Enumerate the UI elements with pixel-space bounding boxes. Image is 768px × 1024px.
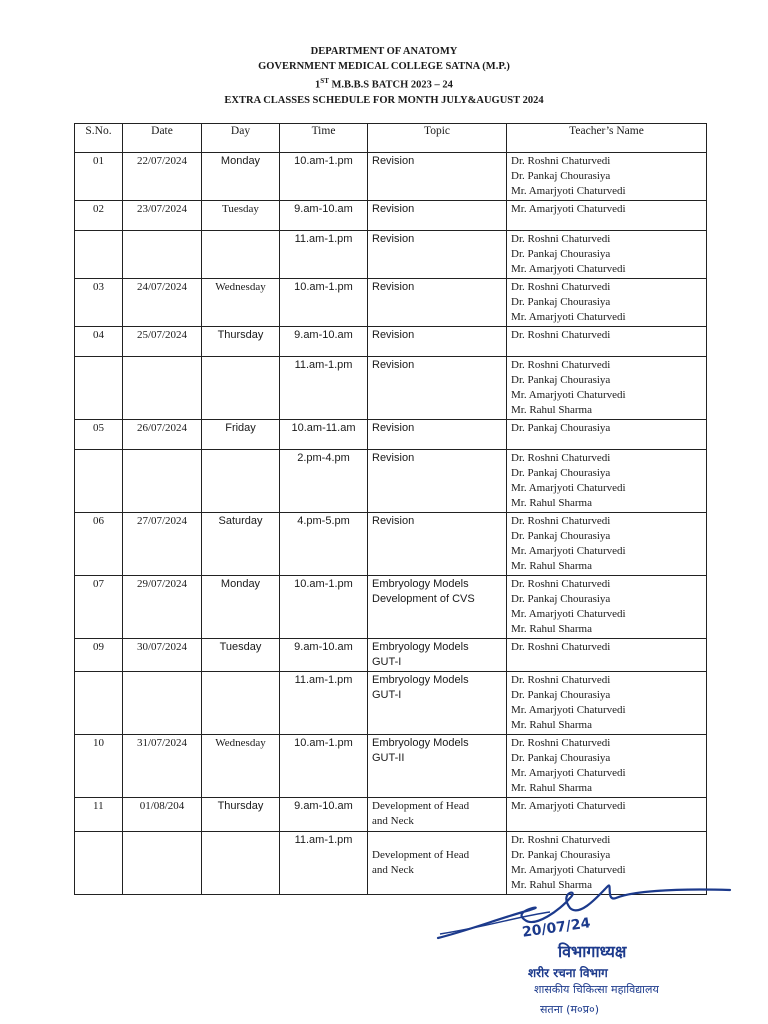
teacher-name: Mr. Amarjyoti Chaturvedi: [511, 185, 626, 197]
table-row: [75, 327, 707, 357]
cell-date: 31/07/2024: [123, 735, 202, 798]
department-title: DEPARTMENT OF ANATOMY: [310, 46, 458, 57]
cell-teacher: [507, 798, 707, 832]
cell-sno: 10: [75, 735, 123, 798]
cell-teacher: [507, 231, 707, 279]
teacher-name: Mr. Amarjyoti Chaturvedi: [511, 545, 626, 557]
teacher-name: Dr. Pankaj Chourasiya: [511, 422, 611, 434]
cell-time: 2.pm-4.pm: [280, 450, 368, 513]
cell-time: 4.pm-5.pm: [280, 513, 368, 576]
cell-time: 10.am-11.am: [280, 420, 368, 450]
table-row: [75, 450, 707, 513]
cell-time: 10.am-1.pm: [280, 576, 368, 639]
cell-teacher: [507, 450, 707, 513]
stamp-city: सतना (म०प्र०): [540, 1003, 600, 1016]
teacher-name: Dr. Pankaj Chourasiya: [511, 296, 611, 308]
cell-topic: [368, 798, 507, 832]
cell-time: 11.am-1.pm: [280, 832, 368, 895]
cell-time: 9.am-10.am: [280, 639, 368, 672]
topic-line: Revision: [372, 203, 415, 215]
document-header: [0, 44, 768, 108]
teacher-name: Mr. Rahul Sharma: [511, 404, 592, 416]
teacher-name: Dr. Pankaj Chourasiya: [511, 248, 611, 260]
cell-teacher: [507, 153, 707, 201]
stamp-department: शरीर रचना विभाग: [528, 966, 608, 980]
cell-topic: [368, 672, 507, 735]
stamp-college: शासकीय चिकित्सा महाविद्यालय: [534, 983, 659, 996]
cell-time: 9.am-10.am: [280, 327, 368, 357]
topic-line: Revision: [372, 452, 415, 464]
column-header-sno: S.No.: [75, 124, 123, 153]
cell-day: Saturday: [202, 513, 280, 576]
cell-teacher: [507, 201, 707, 231]
teacher-name: Mr. Rahul Sharma: [511, 497, 592, 509]
table-row: [75, 513, 707, 576]
cell-day: Monday: [202, 576, 280, 639]
cell-date: 29/07/2024: [123, 576, 202, 639]
teacher-name: Mr. Rahul Sharma: [511, 719, 592, 731]
teacher-name: Mr. Amarjyoti Chaturvedi: [511, 389, 626, 401]
column-header-topic: Topic: [368, 124, 507, 153]
column-header-time: Time: [280, 124, 368, 153]
topic-line: Embryology Models: [372, 674, 469, 686]
cell-date: [123, 832, 202, 895]
teacher-name: Dr. Roshni Chaturvedi: [511, 233, 611, 245]
cell-sno: [75, 450, 123, 513]
cell-topic: [368, 327, 507, 357]
cell-teacher: [507, 327, 707, 357]
cell-teacher: [507, 639, 707, 672]
teacher-name: Dr. Roshni Chaturvedi: [511, 578, 611, 590]
teacher-name: Mr. Amarjyoti Chaturvedi: [511, 704, 626, 716]
cell-day: [202, 231, 280, 279]
cell-time: 10.am-1.pm: [280, 279, 368, 327]
column-header-day: Day: [202, 124, 280, 153]
topic-line: Development of Head: [372, 800, 470, 812]
topic-line: Revision: [372, 329, 415, 341]
schedule-title: EXTRA CLASSES SCHEDULE FOR MONTH JULY&AUGUST 2024: [224, 94, 544, 106]
teacher-name: Dr. Roshni Chaturvedi: [511, 155, 611, 167]
cell-sno: 01: [75, 153, 123, 201]
teacher-name: Dr. Roshni Chaturvedi: [511, 737, 611, 749]
teacher-name: Dr. Roshni Chaturvedi: [511, 452, 611, 464]
teacher-name: Dr. Roshni Chaturvedi: [511, 834, 611, 846]
topic-line: GUT-I: [372, 656, 402, 668]
teacher-name: Mr. Amarjyoti Chaturvedi: [511, 263, 626, 275]
topic-line: Revision: [372, 422, 415, 434]
cell-teacher: [507, 513, 707, 576]
cell-time: 11.am-1.pm: [280, 231, 368, 279]
teacher-name: Dr. Roshni Chaturvedi: [511, 329, 611, 341]
topic-line: GUT-II: [372, 752, 405, 764]
teacher-name: Dr. Pankaj Chourasiya: [511, 374, 611, 386]
table-row: [75, 639, 707, 672]
teacher-name: Mr. Rahul Sharma: [511, 782, 592, 794]
cell-sno: [75, 832, 123, 895]
cell-sno: 06: [75, 513, 123, 576]
cell-date: 24/07/2024: [123, 279, 202, 327]
cell-date: 23/07/2024: [123, 201, 202, 231]
cell-date: [123, 357, 202, 420]
cell-date: 30/07/2024: [123, 639, 202, 672]
table-row: [75, 798, 707, 832]
table-row: [75, 201, 707, 231]
cell-topic: [368, 279, 507, 327]
column-header-teacher: Teacher’s Name: [507, 124, 707, 153]
cell-sno: 03: [75, 279, 123, 327]
teacher-name: Mr. Amarjyoti Chaturvedi: [511, 767, 626, 779]
topic-line: and Neck: [372, 864, 414, 876]
cell-day: Monday: [202, 153, 280, 201]
cell-time: 10.am-1.pm: [280, 153, 368, 201]
cell-sno: [75, 231, 123, 279]
cell-sno: [75, 672, 123, 735]
signature-date: 20/07/24: [521, 915, 592, 941]
cell-topic: [368, 420, 507, 450]
teacher-name: Dr. Pankaj Chourasiya: [511, 849, 611, 861]
cell-sno: 05: [75, 420, 123, 450]
topic-line: Revision: [372, 155, 415, 167]
cell-teacher: [507, 576, 707, 639]
signature-block: [430, 880, 750, 1020]
table-row: [75, 420, 707, 450]
teacher-name: Dr. Roshni Chaturvedi: [511, 359, 611, 371]
cell-topic: [368, 450, 507, 513]
teacher-name: Dr. Roshni Chaturvedi: [511, 674, 611, 686]
cell-teacher: [507, 735, 707, 798]
cell-time: 11.am-1.pm: [280, 357, 368, 420]
cell-day: [202, 832, 280, 895]
teacher-name: Dr. Pankaj Chourasiya: [511, 689, 611, 701]
cell-sno: 09: [75, 639, 123, 672]
table-row: [75, 231, 707, 279]
teacher-name: Dr. Pankaj Chourasiya: [511, 170, 611, 182]
cell-day: Thursday: [202, 798, 280, 832]
cell-date: [123, 231, 202, 279]
cell-teacher: [507, 357, 707, 420]
teacher-name: Dr. Pankaj Chourasiya: [511, 593, 611, 605]
topic-line: Development of Head: [372, 849, 470, 861]
topic-line: Revision: [372, 515, 415, 527]
cell-time: 9.am-10.am: [280, 798, 368, 832]
cell-day: [202, 357, 280, 420]
cell-topic: [368, 735, 507, 798]
cell-date: 22/07/2024: [123, 153, 202, 201]
cell-teacher: [507, 420, 707, 450]
topic-line: Embryology Models: [372, 737, 469, 749]
cell-topic: [368, 231, 507, 279]
cell-date: [123, 450, 202, 513]
schedule-table: [74, 123, 707, 895]
teacher-name: Dr. Roshni Chaturvedi: [511, 281, 611, 293]
teacher-name: Dr. Roshni Chaturvedi: [511, 515, 611, 527]
cell-topic: [368, 201, 507, 231]
teacher-name: Mr. Rahul Sharma: [511, 623, 592, 635]
topic-line: [372, 833, 502, 848]
table-row: [75, 735, 707, 798]
cell-sno: 07: [75, 576, 123, 639]
topic-line: Revision: [372, 359, 415, 371]
table-row: [75, 672, 707, 735]
cell-teacher: [507, 279, 707, 327]
topic-line: GUT-I: [372, 689, 402, 701]
cell-date: 25/07/2024: [123, 327, 202, 357]
topic-line: Embryology Models: [372, 578, 469, 590]
teacher-name: Mr. Amarjyoti Chaturvedi: [511, 203, 626, 215]
cell-day: Tuesday: [202, 201, 280, 231]
batch-title: 1ST M.B.B.S BATCH 2023 – 24: [315, 77, 453, 91]
cell-day: Thursday: [202, 327, 280, 357]
topic-line: Revision: [372, 233, 415, 245]
table-header-row: [75, 124, 707, 153]
teacher-name: Dr. Pankaj Chourasiya: [511, 530, 611, 542]
topic-line: Development of CVS: [372, 593, 475, 605]
table-row: [75, 279, 707, 327]
cell-time: 9.am-10.am: [280, 201, 368, 231]
cell-date: 26/07/2024: [123, 420, 202, 450]
table-row: [75, 357, 707, 420]
topic-line: Embryology Models: [372, 641, 469, 653]
cell-day: Wednesday: [202, 735, 280, 798]
teacher-name: Mr. Amarjyoti Chaturvedi: [511, 608, 626, 620]
cell-sno: 11: [75, 798, 123, 832]
cell-date: 27/07/2024: [123, 513, 202, 576]
column-header-date: Date: [123, 124, 202, 153]
table-row: [75, 153, 707, 201]
cell-day: Wednesday: [202, 279, 280, 327]
cell-topic: [368, 513, 507, 576]
topic-line: and Neck: [372, 815, 414, 827]
stamp-designation: विभागाध्यक्ष: [558, 942, 627, 961]
cell-sno: [75, 357, 123, 420]
cell-sno: 02: [75, 201, 123, 231]
cell-time: 11.am-1.pm: [280, 672, 368, 735]
teacher-name: Dr. Pankaj Chourasiya: [511, 467, 611, 479]
cell-sno: 04: [75, 327, 123, 357]
cell-time: 10.am-1.pm: [280, 735, 368, 798]
cell-day: [202, 450, 280, 513]
cell-topic: [368, 357, 507, 420]
topic-line: Revision: [372, 281, 415, 293]
teacher-name: Mr. Amarjyoti Chaturvedi: [511, 800, 626, 812]
cell-day: Friday: [202, 420, 280, 450]
cell-day: [202, 672, 280, 735]
teacher-name: Mr. Rahul Sharma: [511, 879, 592, 891]
teacher-name: Mr. Amarjyoti Chaturvedi: [511, 311, 626, 323]
teacher-name: Dr. Pankaj Chourasiya: [511, 752, 611, 764]
cell-date: 01/08/204: [123, 798, 202, 832]
teacher-name: Mr. Rahul Sharma: [511, 560, 592, 572]
teacher-name: Dr. Roshni Chaturvedi: [511, 641, 611, 653]
cell-teacher: [507, 672, 707, 735]
teacher-name: Mr. Amarjyoti Chaturvedi: [511, 482, 626, 494]
cell-day: Tuesday: [202, 639, 280, 672]
teacher-name: Mr. Amarjyoti Chaturvedi: [511, 864, 626, 876]
cell-topic: [368, 576, 507, 639]
table-row: [75, 576, 707, 639]
cell-topic: [368, 639, 507, 672]
cell-topic: [368, 153, 507, 201]
cell-date: [123, 672, 202, 735]
college-title: GOVERNMENT MEDICAL COLLEGE SATNA (M.P.): [258, 61, 510, 72]
